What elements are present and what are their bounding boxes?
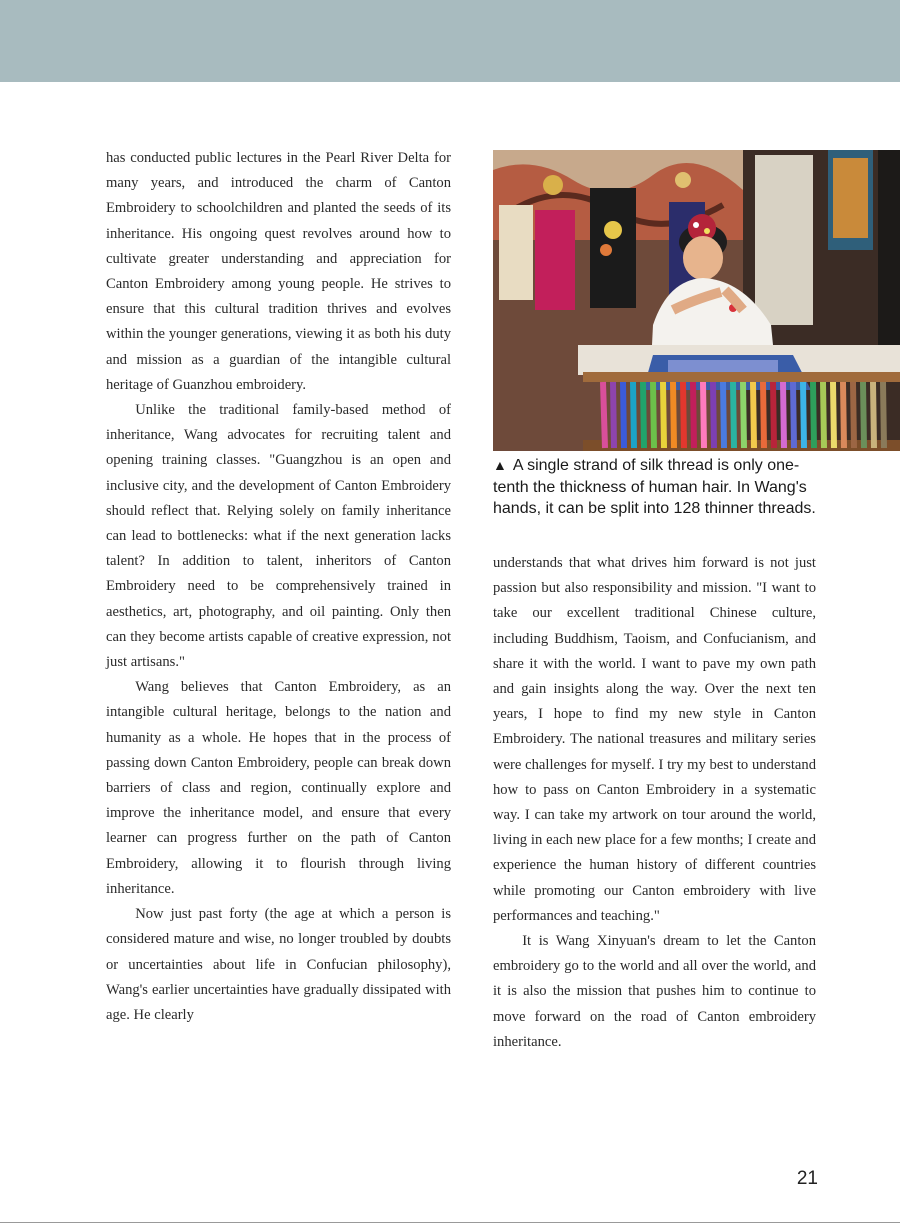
paragraph: understands that what drives him forward is not just passion but also responsibility and mission. "I want to take our excellent traditional Chinese culture, including Buddhism, Taoism, and Confucianism, and share it with the world. I want to pave my own path and gain insights along the way. Over the next ten years, I hope to find my new style in Canton Embroidery. The national treasures and military series were challenges for myself. I try my best to understand how to pass on Canton Embroidery in a systematic way. I can take my artwork on tour around the world, living in each new place for a few months; I create and experience the human history of different countries while promoting our Canton embroidery with live performances and teaching." [493, 555, 816, 924]
paragraph: Now just past forty (the age at which a person is considered mature and wise, no longer troubled by doubts or uncertainties about life in Confucian philosophy), Wang's earlier uncertainties have gradually dissipated with age. He clearly [106, 906, 451, 1023]
photo-caption [493, 455, 823, 520]
caption-text: A single strand of silk thread is only one-tenth the thickness of human hair. In Wang's hands, it can be split into 128 thinner threads. [493, 457, 816, 517]
paragraph: It is Wang Xinyuan's dream to let the Canton embroidery go to the world and all over the world, and it is also the mission that pushes him to continue to move forward on the road of Canton embroidery inheritance. [493, 933, 816, 1050]
embroidery-photo [493, 150, 900, 451]
paragraph: has conducted public lectures in the Pearl River Delta for many years, and introduced the charm of Canton Embroidery to schoolchildren and planted the seeds of its inheritance. His ongoing quest revolves around how to cultivate greater understanding and appreciation for Canton Embroidery among young people. He strives to ensure that this cultural tradition thrives and evolves within the younger generations, viewing it as both his duty and mission as a guardian of the intangible cultural heritage of Guanzhou embroidery. [106, 150, 451, 393]
text-column-right [493, 551, 816, 1055]
paragraph: Wang believes that Canton Embroidery, as an intangible cultural heritage, belongs to the nation and humanity as a whole. He hopes that in the process of passing down Canton Embroidery, people can break down barriers of class and region, continually explore and improve the inheritance model, and ensure that every learner can progress further on the path of Canton Embroidery, allowing it to flourish through living inheritance. [106, 679, 451, 897]
header-band [0, 0, 900, 82]
bottom-divider [0, 1222, 900, 1223]
paragraph: Unlike the traditional family-based method of inheritance, Wang advocates for recruiting talent and opening training classes. "Guangzhou is an open and inclusive city, and the development of Canton Embroidery should reflect that. Relying solely on family inheritance can lead to bottlenecks: what if the next generation lacks talent? In addition to talent, inheritors of Canton Embroidery need to be comprehensively trained in aesthetics, art, photography, and oil painting. Only then can they become artists capable of creative expression, not just artisans." [106, 402, 451, 671]
text-column-left [106, 146, 451, 1028]
page-number: 21 [796, 1168, 818, 1189]
caption-triangle-icon: ▲ [493, 457, 507, 473]
